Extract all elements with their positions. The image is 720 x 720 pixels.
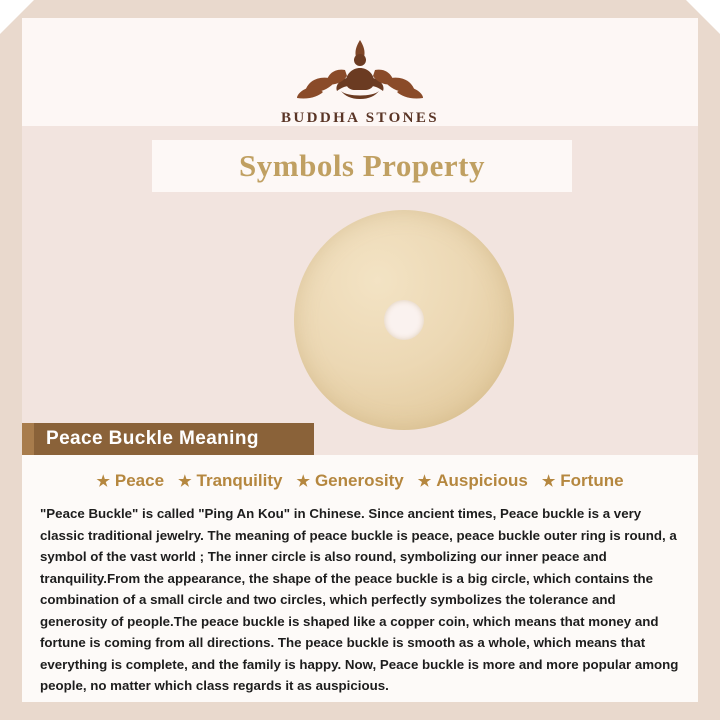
title-banner — [152, 140, 572, 192]
ribbon-accent-bar — [22, 423, 34, 455]
section-title: Peace Buckle Meaning — [46, 428, 259, 449]
keyword-label: Fortune — [560, 471, 624, 490]
keyword-label: Auspicious — [436, 471, 528, 490]
keyword-item — [178, 471, 282, 491]
peace-buckle-center-hole — [384, 300, 424, 340]
star-icon: ★ — [96, 472, 110, 490]
keyword-item — [542, 471, 624, 491]
brand-logo — [22, 34, 698, 127]
star-icon: ★ — [417, 472, 432, 490]
description-paragraph: "Peace Buckle" is called "Ping An Kou" in Chinese. Since ancient times, Peace buckle is a very classic traditional jewelry. The meaning of peace buckle is peace, peace buckle outer ring is round, a symbol of the vast world ; The inner circle is also round, symbolizing our inner peace and tranquility.From the appearance, the shape of the peace buckle is a big circle, which contains the combination of a small circle and two circles, which perfectly symbolizes the tolerance and generosity of people.The peace buckle is shaped like a copper coin, which means that money and fortune is coming from all directions. The peace buckle is smooth as a whole, which means that everything is complete, and the family is happy. Now, Peace buckle is more and more popular among people, no matter which class regards it as auspicious. — [40, 506, 679, 694]
brand-name: BUDDHA STONES — [280, 110, 440, 126]
keyword-item — [296, 471, 403, 491]
keyword-label: Tranquility — [196, 471, 283, 490]
keyword-label: Generosity — [314, 471, 404, 490]
star-icon: ★ — [296, 472, 310, 490]
star-icon: ★ — [541, 472, 556, 490]
inner-panel — [22, 18, 698, 702]
lotus-meditation-icon — [285, 34, 435, 106]
keyword-item — [96, 471, 164, 491]
keyword-list — [36, 471, 684, 491]
keyword-label: Peace — [114, 471, 165, 490]
section-ribbon — [22, 423, 314, 455]
logo-block — [22, 18, 698, 126]
keyword-item — [418, 471, 528, 491]
content-area — [22, 455, 698, 702]
page-title: Symbols Property — [239, 148, 485, 183]
star-icon: ★ — [178, 472, 192, 490]
peace-buckle-disc — [294, 210, 514, 430]
